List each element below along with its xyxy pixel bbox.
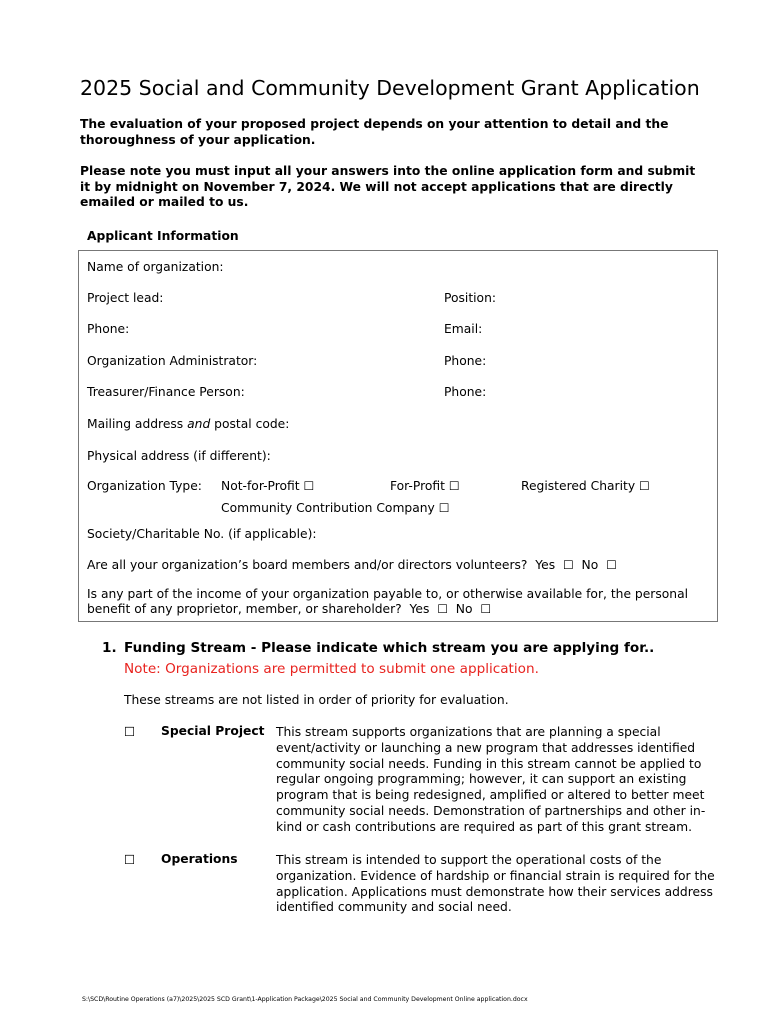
volunteers-yes-checkbox[interactable]: ☐ [562,558,574,572]
operations-description: This stream is intended to support the operational costs of the organization. Evidence of hardship or financial strain is required for the application. Applications must demonstrate how their services address identified community and social need. [276,853,715,915]
operations-name: Operations [161,852,238,866]
income-yes-checkbox[interactable]: ☐ [437,602,448,616]
for-profit-checkbox[interactable]: ☐ [448,479,460,493]
operations-checkbox[interactable]: ☐ [124,852,136,867]
org-type-option-not-for-profit: Not-for-Profit ☐ [221,479,315,493]
org-admin-label: Organization Administrator: [87,354,258,368]
document-title: 2025 Social and Community Development Grant Application [80,76,700,100]
org-name-label: Name of organization: [87,260,224,274]
income-no-checkbox[interactable]: ☐ [480,602,492,616]
mailing-address-label: Mailing address and postal code: [87,417,290,431]
physical-address-label: Physical address (if different): [87,449,271,463]
special-project-name: Special Project [161,724,265,738]
section-number: 1. [102,640,117,656]
org-type-option-registered-charity: Registered Charity ☐ [521,479,650,493]
registered-charity-checkbox[interactable]: ☐ [639,479,650,493]
phone-label: Phone: [87,322,130,336]
footer-file-path: S:\SCD\Routine Operations (a7)\2025\2025 SCD Grant\1-Application Package\2025 Social and Community Development Online application.docx [82,996,528,1003]
org-type-option-ccc: Community Contribution Company ☐ [221,501,450,515]
email-label: Email: [444,322,483,336]
ccc-checkbox[interactable]: ☐ [438,501,450,515]
applicant-info-box [78,250,718,622]
treasurer-phone-label: Phone: [444,385,487,399]
society-number-label: Society/Charitable No. (if applicable): [87,527,317,541]
org-type-option-for-profit: For-Profit ☐ [390,479,460,493]
position-label: Position: [444,291,497,305]
treasurer-label: Treasurer/Finance Person: [87,385,245,399]
admin-phone-label: Phone: [444,354,487,368]
section-title: Funding Stream - Please indicate which stream you are applying for.. [124,640,655,656]
project-lead-label: Project lead: [87,291,164,305]
intro-paragraph-deadline: Please note you must input all your answers into the online application form and submit it by midnight on November 7, 2024. We will not accept applications that are directly emailed or mailed to us. [80,164,696,209]
org-type-label: Organization Type: [87,479,202,493]
volunteers-no-checkbox[interactable]: ☐ [606,558,617,572]
special-project-description: This stream supports organizations that are planning a special event/activity or launching a new program that addresses identified community social needs. Funding in this stream cannot be applied to regular ongoing programming; however, it can support an existing program that is being redesigned, amplified or altered to better meet community social needs. Demonstration of partnerships and other in-kind or cash contributions are required as part of this grant stream. [276,725,706,834]
income-question: Is any part of the income of your organization payable to, or otherwise available for, the personal benefit of any proprietor, member, or shareholder? Yes ☐ No ☐ [87,587,689,616]
volunteers-question: Are all your organization’s board members and/or directors volunteers? Yes ☐ No ☐ [87,558,617,572]
intro-paragraph-evaluation: The evaluation of your proposed project depends on your attention to detail and the thoroughness of your application. [80,117,669,147]
section-note: Note: Organizations are permitted to submit one application. [124,661,539,677]
applicant-info-heading: Applicant Information [87,229,239,243]
not-for-profit-checkbox[interactable]: ☐ [303,479,315,493]
section-intro: These streams are not listed in order of priority for evaluation. [124,693,509,707]
special-project-checkbox[interactable]: ☐ [124,724,136,739]
